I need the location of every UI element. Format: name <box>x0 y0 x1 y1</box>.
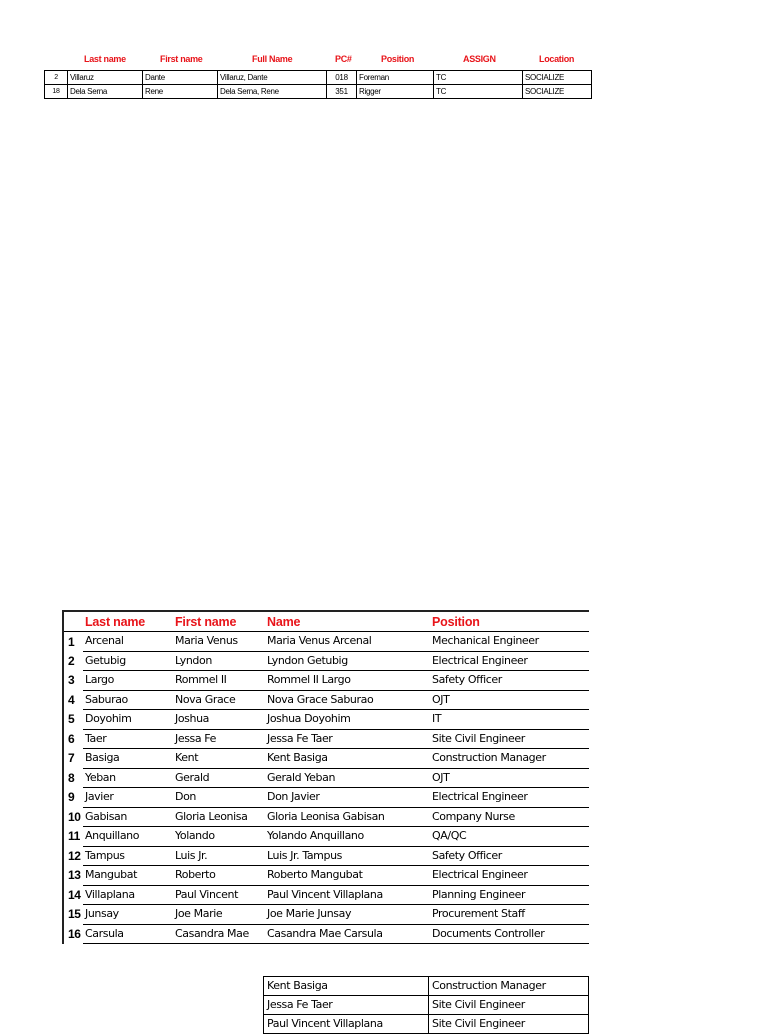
first-name-cell: Rommel II <box>173 671 265 691</box>
row-number: 4 <box>63 690 83 710</box>
last-name-cell: Doyohim <box>83 710 173 730</box>
table-row <box>63 885 589 905</box>
assign-cell: TC <box>434 85 523 99</box>
row-number: 3 <box>63 671 83 691</box>
header-first-name: First name <box>173 611 265 632</box>
name-cell: Gerald Yeban <box>265 768 430 788</box>
row-number: 2 <box>63 651 83 671</box>
pc-number-cell: 018 <box>327 71 357 85</box>
last-name-cell: Dela Serna <box>68 85 143 99</box>
header-location: Location <box>539 54 575 64</box>
first-name-cell: Lyndon <box>173 651 265 671</box>
header-last-name: Last name <box>84 54 126 64</box>
table-row <box>264 977 589 996</box>
position-cell: IT <box>430 710 589 730</box>
position-cell: Planning Engineer <box>430 885 589 905</box>
position-cell: Foreman <box>357 71 434 85</box>
table-row <box>63 768 589 788</box>
position-cell: Safety Officer <box>430 846 589 866</box>
first-name-cell: Nova Grace <box>173 690 265 710</box>
position-cell: Safety Officer <box>430 671 589 691</box>
position-cell: Procurement Staff <box>430 905 589 925</box>
first-name-cell: Casandra Mae <box>173 924 265 944</box>
first-name-cell: Paul Vincent <box>173 885 265 905</box>
header-full-name: Full Name <box>252 54 293 64</box>
name-cell: Kent Basiga <box>264 977 429 996</box>
table2-body <box>62 610 589 944</box>
last-name-cell: Mangubat <box>83 866 173 886</box>
first-name-cell: Joshua <box>173 710 265 730</box>
row-number: 1 <box>63 632 83 652</box>
position-cell: Company Nurse <box>430 807 589 827</box>
position-cell: QA/QC <box>430 827 589 847</box>
row-number: 13 <box>63 866 83 886</box>
first-name-cell: Roberto <box>173 866 265 886</box>
first-name-cell: Luis Jr. <box>173 846 265 866</box>
header-pc-number: PC# <box>335 54 352 64</box>
table-row <box>63 807 589 827</box>
table-row <box>63 729 589 749</box>
name-cell: Lyndon Getubig <box>265 651 430 671</box>
name-cell: Kent Basiga <box>265 749 430 769</box>
table-row <box>63 924 589 944</box>
table-row <box>63 866 589 886</box>
name-cell: Luis Jr. Tampus <box>265 846 430 866</box>
last-name-cell: Javier <box>83 788 173 808</box>
name-cell: Rommel II Largo <box>265 671 430 691</box>
first-name-cell: Rene <box>143 85 218 99</box>
position-cell: Electrical Engineer <box>430 866 589 886</box>
row-number: 7 <box>63 749 83 769</box>
position-cell: Construction Manager <box>430 749 589 769</box>
header-number <box>63 611 83 632</box>
last-name-cell: Gabisan <box>83 807 173 827</box>
name-cell: Jessa Fe Taer <box>264 996 429 1015</box>
table-row <box>264 1015 589 1034</box>
pc-number-cell: 351 <box>327 85 357 99</box>
last-name-cell: Carsula <box>83 924 173 944</box>
table-row <box>63 846 589 866</box>
table-row <box>63 827 589 847</box>
name-cell: Don Javier <box>265 788 430 808</box>
last-name-cell: Anquillano <box>83 827 173 847</box>
last-name-cell: Junsay <box>83 905 173 925</box>
row-number: 8 <box>63 768 83 788</box>
name-cell: Casandra Mae Carsula <box>265 924 430 944</box>
position-cell: Documents Controller <box>430 924 589 944</box>
staff-table-3 <box>263 976 588 1034</box>
first-name-cell: Don <box>173 788 265 808</box>
position-cell: Electrical Engineer <box>430 651 589 671</box>
table-row <box>45 71 592 85</box>
full-name-cell: Dela Serna, Rene <box>218 85 327 99</box>
name-cell: Paul Vincent Villaplana <box>265 885 430 905</box>
first-name-cell: Kent <box>173 749 265 769</box>
position-cell: Construction Manager <box>429 977 589 996</box>
header-first-name: First name <box>160 54 203 64</box>
last-name-cell: Villaplana <box>83 885 173 905</box>
row-number: 11 <box>63 827 83 847</box>
last-name-cell: Taer <box>83 729 173 749</box>
name-cell: Paul Vincent Villaplana <box>264 1015 429 1034</box>
last-name-cell: Basiga <box>83 749 173 769</box>
last-name-cell: Saburao <box>83 690 173 710</box>
row-number: 10 <box>63 807 83 827</box>
header-position: Position <box>381 54 415 64</box>
position-cell: OJT <box>430 768 589 788</box>
last-name-cell: Yeban <box>83 768 173 788</box>
assign-cell: TC <box>434 71 523 85</box>
row-number: 12 <box>63 846 83 866</box>
name-cell: Maria Venus Arcenal <box>265 632 430 652</box>
full-name-cell: Villaruz, Dante <box>218 71 327 85</box>
table-row <box>63 749 589 769</box>
name-cell: Nova Grace Saburao <box>265 690 430 710</box>
row-number: 9 <box>63 788 83 808</box>
table1-header-row <box>44 54 591 70</box>
position-cell: Electrical Engineer <box>430 788 589 808</box>
first-name-cell: Jessa Fe <box>173 729 265 749</box>
name-cell: Joshua Doyohim <box>265 710 430 730</box>
staff-table-1 <box>44 54 591 99</box>
table1-body <box>44 70 592 99</box>
header-name: Name <box>265 611 430 632</box>
last-name-cell: Getubig <box>83 651 173 671</box>
table2-header-row <box>63 611 589 632</box>
row-number: 2 <box>45 71 68 85</box>
location-cell: SOCIALIZE <box>523 85 592 99</box>
first-name-cell: Gerald <box>173 768 265 788</box>
header-position: Position <box>430 611 589 632</box>
table-row <box>63 905 589 925</box>
name-cell: Yolando Anquillano <box>265 827 430 847</box>
table-row <box>63 710 589 730</box>
last-name-cell: Arcenal <box>83 632 173 652</box>
row-number: 15 <box>63 905 83 925</box>
position-cell: Site Civil Engineer <box>430 729 589 749</box>
table-row <box>63 788 589 808</box>
last-name-cell: Largo <box>83 671 173 691</box>
name-cell: Roberto Mangubat <box>265 866 430 886</box>
first-name-cell: Yolando <box>173 827 265 847</box>
position-cell: Site Civil Engineer <box>429 996 589 1015</box>
first-name-cell: Gloria Leonisa <box>173 807 265 827</box>
name-cell: Gloria Leonisa Gabisan <box>265 807 430 827</box>
first-name-cell: Dante <box>143 71 218 85</box>
last-name-cell: Tampus <box>83 846 173 866</box>
table3-body <box>263 976 589 1034</box>
position-cell: Site Civil Engineer <box>429 1015 589 1034</box>
row-number: 5 <box>63 710 83 730</box>
table-row <box>63 690 589 710</box>
row-number: 6 <box>63 729 83 749</box>
table-row <box>45 85 592 99</box>
name-cell: Jessa Fe Taer <box>265 729 430 749</box>
header-last-name: Last name <box>83 611 173 632</box>
location-cell: SOCIALIZE <box>523 71 592 85</box>
table-row <box>264 996 589 1015</box>
last-name-cell: Villaruz <box>68 71 143 85</box>
name-cell: Joe Marie Junsay <box>265 905 430 925</box>
position-cell: Mechanical Engineer <box>430 632 589 652</box>
header-assign: ASSIGN <box>463 54 496 64</box>
table-row <box>63 671 589 691</box>
first-name-cell: Maria Venus <box>173 632 265 652</box>
row-number: 18 <box>45 85 68 99</box>
position-cell: OJT <box>430 690 589 710</box>
first-name-cell: Joe Marie <box>173 905 265 925</box>
table-row <box>63 632 589 652</box>
table-row <box>63 651 589 671</box>
row-number: 14 <box>63 885 83 905</box>
staff-table-2 <box>62 610 588 944</box>
row-number: 16 <box>63 924 83 944</box>
position-cell: Rigger <box>357 85 434 99</box>
